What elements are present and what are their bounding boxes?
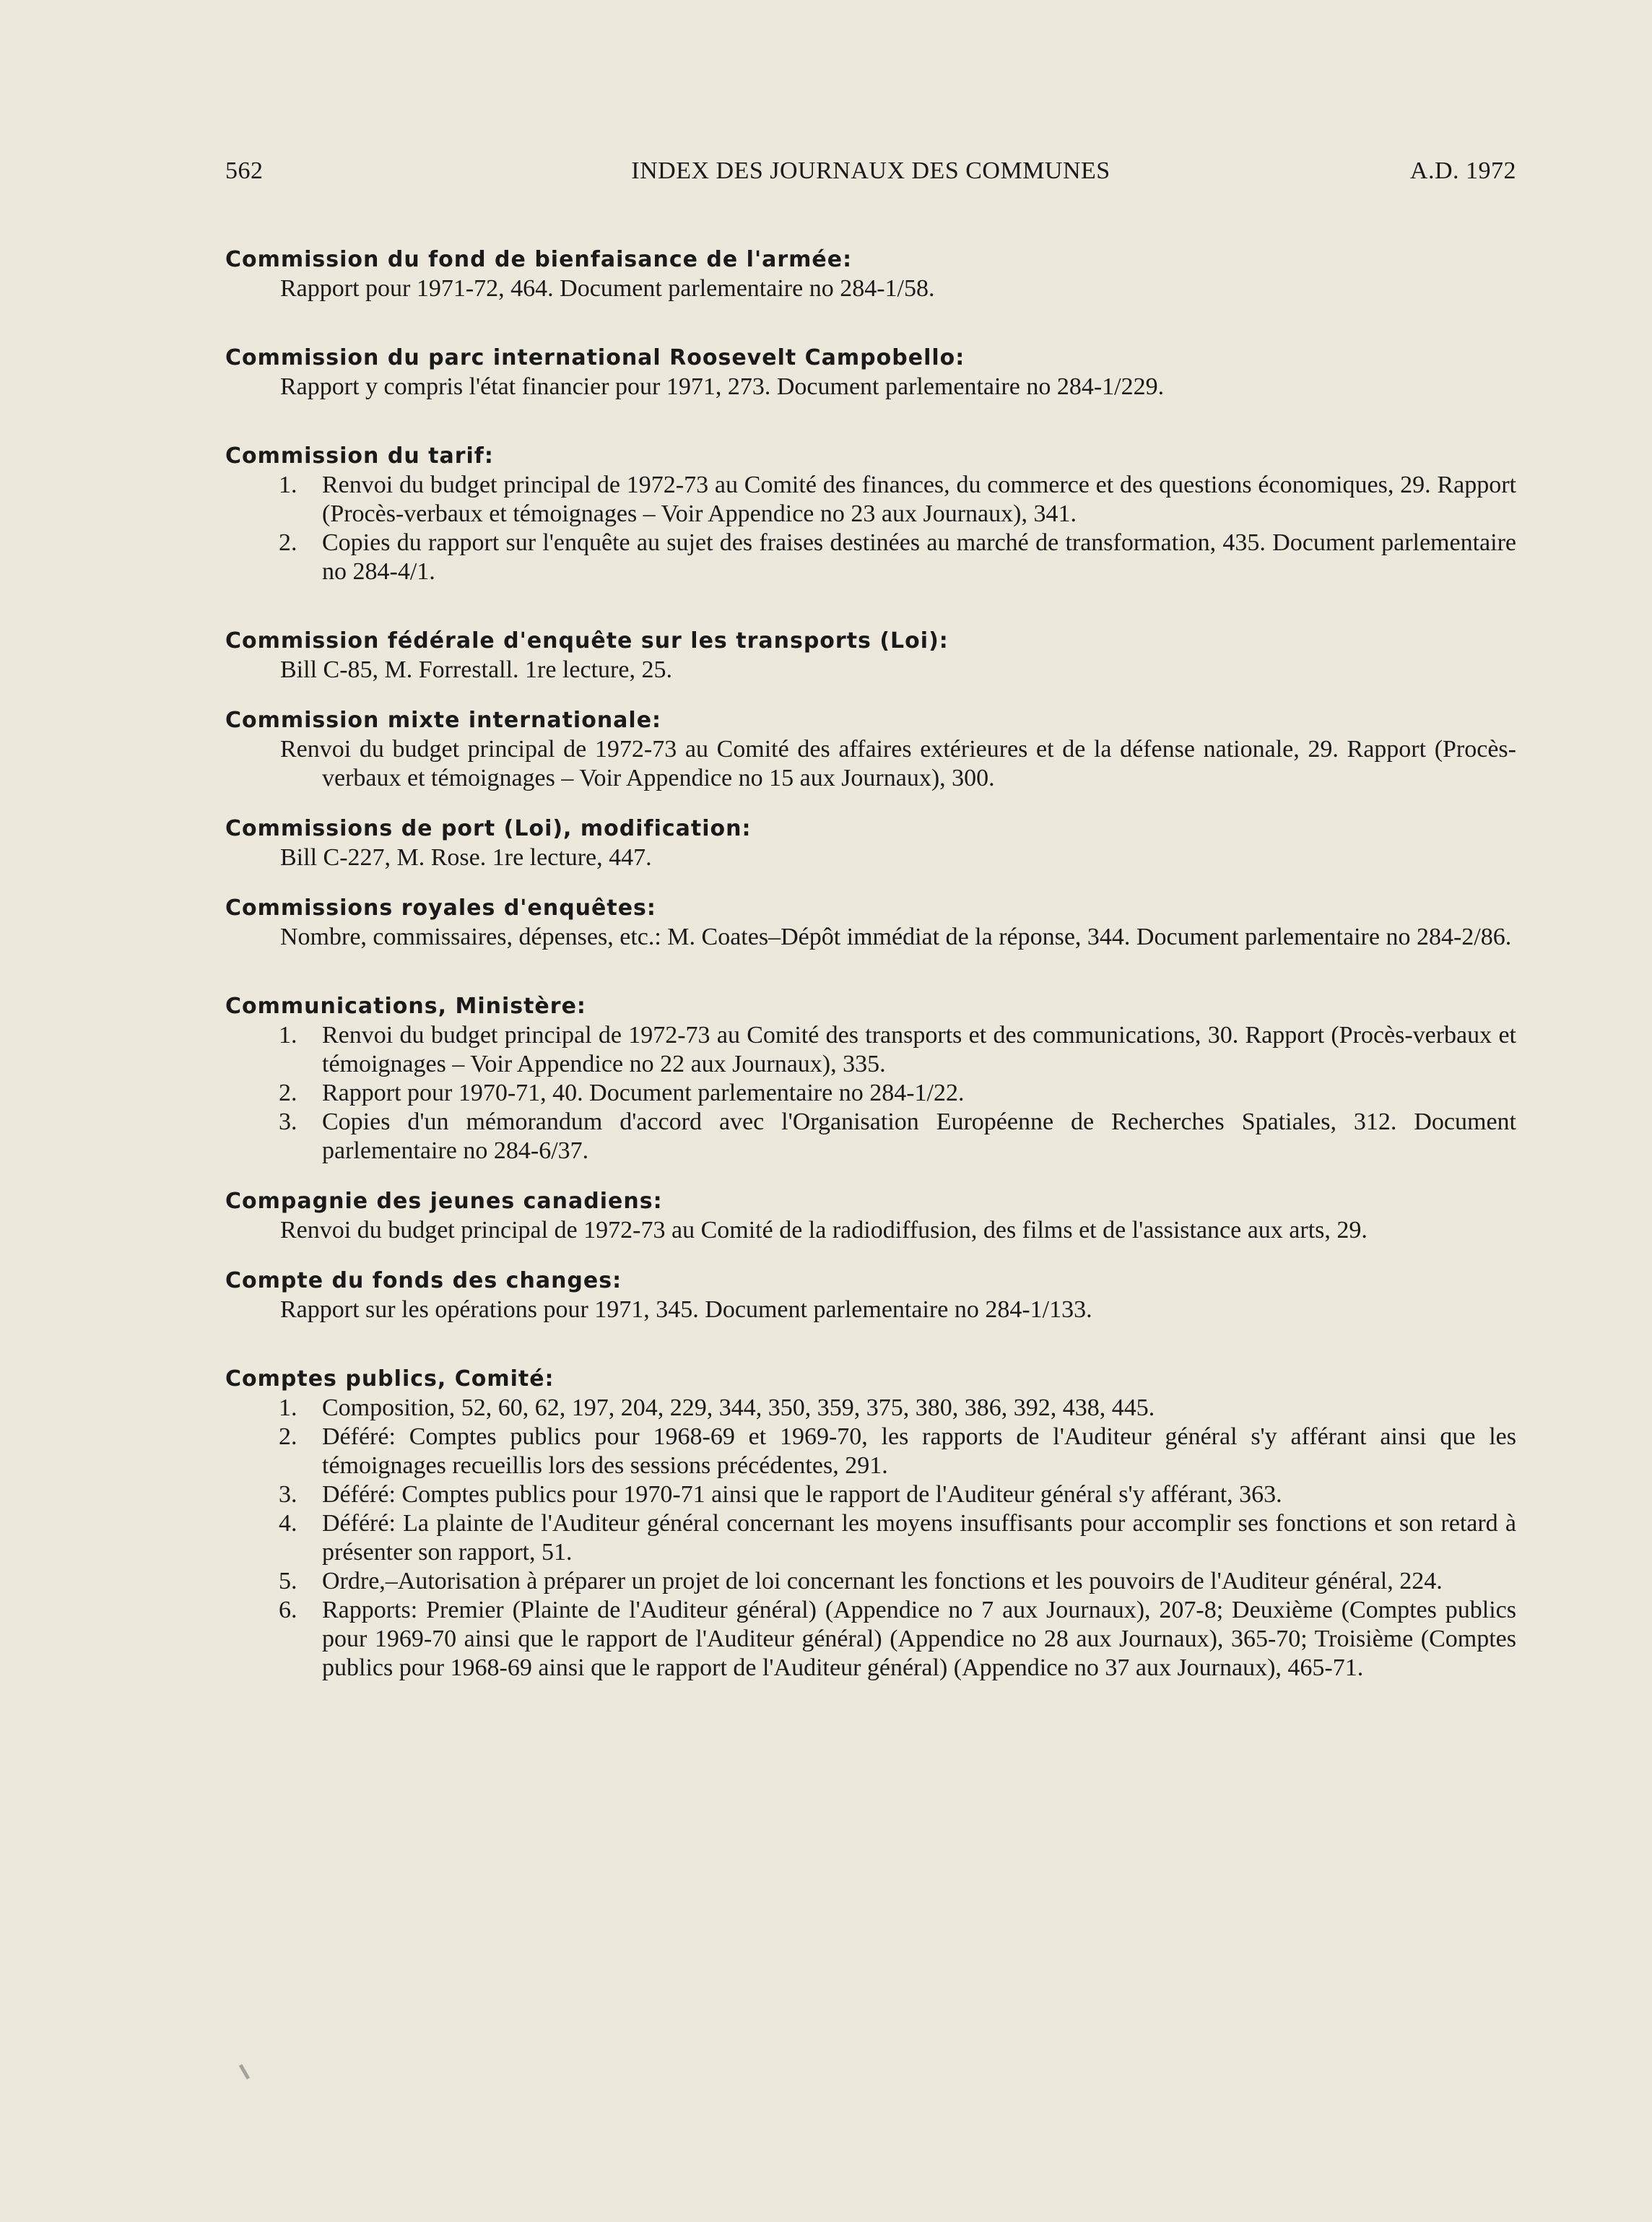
entry-text: Renvoi du budget principal de 1972-73 au Comité des affaires extérieures et de la défense nationale, 29. Rapport (Procès-verbaux et témoignages – Voir Appendice no 15 aux Journaux), 300. <box>280 736 1516 791</box>
item-number: 5. <box>279 1568 297 1594</box>
list-item <box>225 471 1518 529</box>
index-entry <box>225 344 1518 402</box>
page-number: 562 <box>225 157 264 184</box>
item-number: 6. <box>279 1597 297 1623</box>
list-item <box>225 1394 1518 1423</box>
entry-text: Renvoi du budget principal de 1972-73 au Comité de la radiodiffusion, des films et de l'assistance aux arts, 29. <box>280 1217 1368 1244</box>
item-text: Déféré: La plainte de l'Auditeur général concernant les moyens insuffisants pour accomplir ses fonctions et son retard à présenter son rapport, 51. <box>322 1510 1516 1566</box>
entry-text: Bill C-85, M. Forrestall. 1re lecture, 25. <box>280 656 672 683</box>
entry-heading: Compte du fonds des changes: <box>225 1268 622 1293</box>
item-number: 3. <box>279 1108 297 1135</box>
print-mark <box>239 2064 250 2080</box>
entry-heading: Commission fédérale d'enquête sur les transports (Loi): <box>225 628 949 654</box>
item-text: Rapport pour 1970-71, 40. Document parlementaire no 284-1/22. <box>322 1080 965 1106</box>
index-entry <box>225 894 1518 952</box>
index-content <box>225 246 1518 1683</box>
year-label: A.D. 1972 <box>1409 157 1516 184</box>
index-entry <box>225 627 1518 685</box>
entry-text: Rapport y compris l'état financier pour 1971, 273. Document parlementaire no 284-1/229. <box>280 373 1165 400</box>
entry-list <box>225 471 1518 586</box>
entry-heading: Commissions de port (Loi), modification: <box>225 816 752 841</box>
entry-heading: Compagnie des jeunes canadiens: <box>225 1189 663 1214</box>
index-entry <box>225 815 1518 872</box>
running-title: INDEX DES JOURNAUX DES COMMUNES <box>631 157 1110 184</box>
item-number: 1. <box>279 1022 297 1049</box>
item-text: Composition, 52, 60, 62, 197, 204, 229, 344, 350, 359, 375, 380, 386, 392, 438, 445. <box>322 1394 1155 1421</box>
list-item <box>225 1079 1518 1108</box>
index-entry <box>225 246 1518 303</box>
item-number: 2. <box>279 1080 297 1106</box>
entry-text: Rapport pour 1971-72, 464. Document parlementaire no 284-1/58. <box>280 275 935 302</box>
list-item <box>225 1509 1518 1567</box>
item-number: 3. <box>279 1481 297 1508</box>
list-item <box>225 1021 1518 1079</box>
item-text: Renvoi du budget principal de 1972-73 au Comité des finances, du commerce et des questions économiques, 29. Rapport (Procès-verbaux et témoignages – Voir Appendice no 23 aux Journaux), 341. <box>322 472 1516 527</box>
item-text: Déféré: Comptes publics pour 1970-71 ainsi que le rapport de l'Auditeur général s'y afférant, 363. <box>322 1481 1282 1508</box>
list-item <box>225 1423 1518 1480</box>
entry-text: Rapport sur les opérations pour 1971, 345. Document parlementaire no 284-1/133. <box>280 1296 1092 1323</box>
item-text: Copies d'un mémorandum d'accord avec l'Organisation Européenne de Recherches Spatiales, 312. Document parlementaire no 284-6/37. <box>322 1108 1516 1164</box>
entry-heading: Commission mixte internationale: <box>225 708 662 733</box>
item-text: Déféré: Comptes publics pour 1968-69 et 1969-70, les rapports de l'Auditeur général s'y afférant ainsi que les témoignages recueillis lors des sessions précédentes, 291. <box>322 1423 1516 1479</box>
item-number: 2. <box>279 529 297 556</box>
entry-heading: Commission du parc international Roosevelt Campobello: <box>225 345 965 370</box>
index-entry <box>225 992 1518 1166</box>
index-entry <box>225 1365 1518 1683</box>
item-text: Ordre,–Autorisation à préparer un projet de loi concernant les fonctions et les pouvoirs de l'Auditeur général, 224. <box>322 1568 1443 1594</box>
item-text: Copies du rapport sur l'enquête au sujet des fraises destinées au marché de transformation, 435. Document parlementaire no 284-4/1. <box>322 529 1516 585</box>
entry-heading: Communications, Ministère: <box>225 994 586 1019</box>
item-text: Rapports: Premier (Plainte de l'Auditeur général) (Appendice no 7 aux Journaux), 207-8; Deuxième (Comptes publics pour 1969-70 ainsi que le rapport de l'Auditeur général) (Appendice no 28 aux Journaux), 365-70; Troisième (Comptes publics pour 1968-69 ainsi que le rapport de l'Auditeur général) (Appendice no 37 aux Journaux), 465-71. <box>322 1597 1516 1681</box>
item-number: 1. <box>279 472 297 498</box>
entry-heading: Commissions royales d'enquêtes: <box>225 895 656 921</box>
item-number: 2. <box>279 1423 297 1450</box>
index-entry <box>225 442 1518 586</box>
entry-text: Bill C-227, M. Rose. 1re lecture, 447. <box>280 844 652 871</box>
entry-list <box>225 1394 1518 1683</box>
index-entry <box>225 1187 1518 1245</box>
list-item <box>225 1567 1518 1596</box>
page-header <box>225 157 1516 191</box>
entry-list <box>225 1021 1518 1166</box>
list-item <box>225 1480 1518 1509</box>
list-item <box>225 1596 1518 1683</box>
entry-heading: Commission du tarif: <box>225 443 494 469</box>
item-number: 4. <box>279 1510 297 1537</box>
entry-heading: Commission du fond de bienfaisance de l'armée: <box>225 247 853 272</box>
index-entry <box>225 1267 1518 1324</box>
entry-text: Nombre, commissaires, dépenses, etc.: M. Coates–Dépôt immédiat de la réponse, 344. Document parlementaire no 284-2/86. <box>280 924 1512 950</box>
entry-heading: Comptes publics, Comité: <box>225 1366 555 1392</box>
list-item <box>225 529 1518 586</box>
item-text: Renvoi du budget principal de 1972-73 au Comité des transports et des communications, 30. Rapport (Procès-verbaux et témoignages – Voir Appendice no 22 aux Journaux), 335. <box>322 1022 1516 1077</box>
list-item <box>225 1108 1518 1166</box>
index-entry <box>225 706 1518 793</box>
item-number: 1. <box>279 1394 297 1421</box>
